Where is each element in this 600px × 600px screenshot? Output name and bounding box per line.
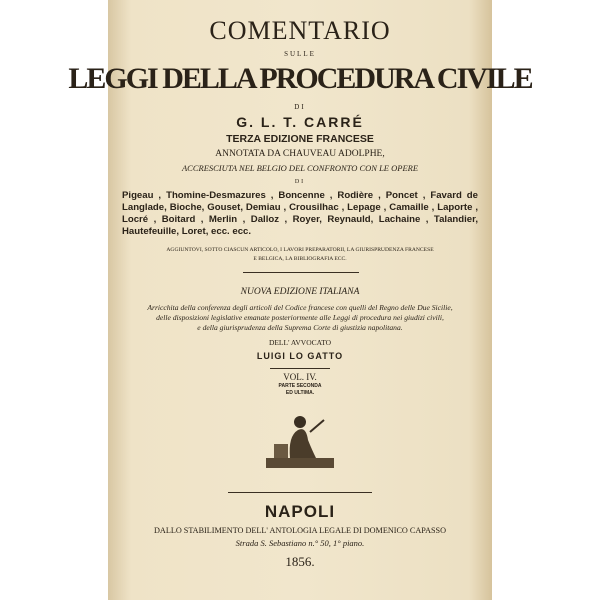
accresciuta: ACCRESCIUTA NEL BELGIO DEL CONFRONTO CON LE OPERE xyxy=(181,163,419,173)
title-line-2: LEGGI DELLA PROCEDURA CIVILE xyxy=(68,62,532,95)
arricchita-3: e della giurisprudenza della Suprema Corte di giustizia napolitana. xyxy=(197,323,403,332)
city: NAPOLI xyxy=(264,502,336,521)
allegorical-vignette xyxy=(260,400,340,472)
di-2: DI xyxy=(294,179,306,185)
parte-1: PARTE SECONDA xyxy=(278,383,322,389)
publisher: DALLO STABILIMENTO DELL' ANTOLOGIA LEGALE DI DOMENICO CAPASSO xyxy=(154,526,446,535)
rule xyxy=(270,368,330,369)
arricchita-1: Arricchita della conferenza degli articoli del Codice francese con quelli del Regno delle Due Sicilie, xyxy=(147,303,453,312)
aggiuntovi-1: AGGIUNTOVI, SOTTO CIASCUN ARTICOLO, I LAVORI PREPARATORII, LA GIURISPRUDENZA FRANCESE xyxy=(166,247,434,253)
editor: LUIGI LO GATTO xyxy=(256,351,344,361)
title-page xyxy=(68,0,532,600)
rule-2 xyxy=(228,492,372,493)
address: Strada S. Sebastiano n.° 50, 1° piano. xyxy=(235,538,365,548)
sulle: SULLE xyxy=(284,50,316,58)
aggiuntovi-2: E BELGICA, LA BIBLIOGRAFIA ECC. xyxy=(253,256,347,262)
volume: VOL. IV. xyxy=(283,372,317,382)
nuova-edizione: NUOVA EDIZIONE ITALIANA xyxy=(240,287,360,297)
avvocato: DELL' AVVOCATO xyxy=(268,338,332,347)
di-1: DI xyxy=(294,103,306,111)
author: G. L. T. CARRÉ xyxy=(236,114,364,130)
arricchita-2: delle disposizioni legislative emanate posteriormente alle Leggi di procedura nei giudizi civili, xyxy=(156,313,444,322)
year: 1856. xyxy=(285,554,315,569)
parte-2: ED ULTIMA. xyxy=(285,390,315,396)
ornamental-rule xyxy=(243,272,359,273)
edition: TERZA EDIZIONE FRANCESE xyxy=(226,133,374,145)
annotated-by: ANNOTATA DA CHAUVEAU ADOLPHE, xyxy=(215,149,385,159)
names-list: Pigeau , Thomine-Desmazures , Boncenne , Rodière , Poncet , Favard de Langlade, Bioche, Gouset, Demiau , Crousilhac , Lepage , Camaille , Laporte , Locré , Boitard , Merlin , Dalloz , Royer, Reynauld, Lachaine , Talandier, Hautefeuille, Loret, ecc. ecc. xyxy=(122,190,478,237)
title-line-1: COMENTARIO xyxy=(209,16,391,45)
